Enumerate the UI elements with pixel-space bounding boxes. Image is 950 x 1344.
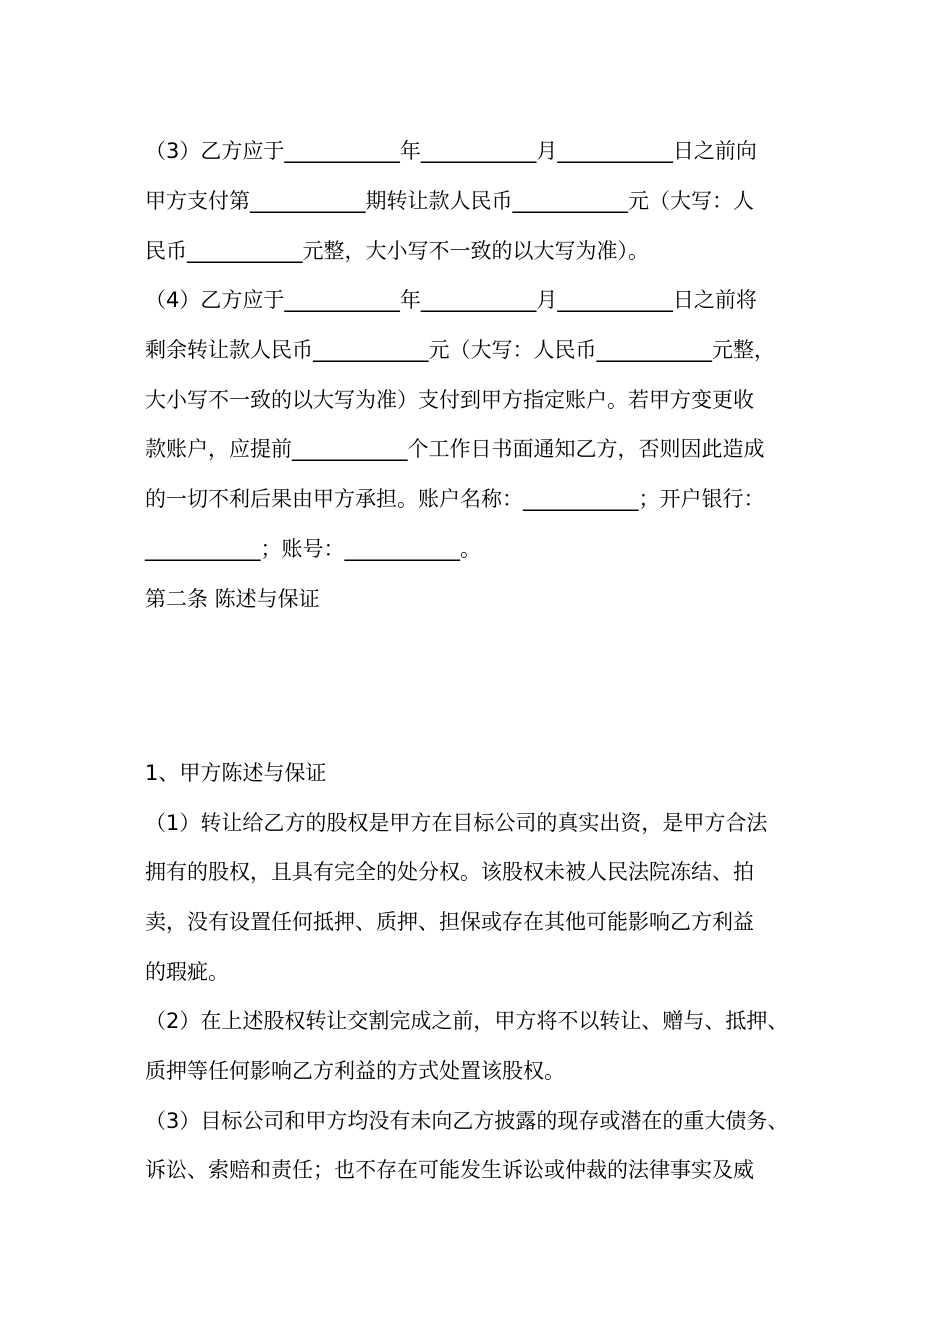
warranty-1-line-4: 的瑕疵。: [145, 960, 229, 984]
section-1-heading: 1、甲方陈述与保证: [145, 761, 327, 785]
payment-clause-4-line-2: 剩余转让款人民币___________元（大写：人民币___________元整，: [145, 338, 775, 362]
article-2-heading: 第二条 陈述与保证: [145, 587, 320, 611]
warranty-3-line-2: 诉讼、索赔和责任；也不存在可能发生诉讼或仲裁的法律事实及威: [145, 1158, 754, 1182]
payment-clause-4-line-6: ___________；账号：___________。: [145, 537, 481, 561]
warranty-3-line-1: （3）目标公司和甲方均没有未向乙方披露的现存或潜在的重大债务、: [145, 1109, 789, 1133]
warranty-1-line-3: 卖，没有设置任何抵押、质押、担保或存在其他可能影响乙方利益: [145, 910, 754, 934]
payment-clause-4-line-4: 款账户，应提前___________个工作日书面通知乙方，否则因此造成: [145, 437, 765, 461]
warranty-1-line-2: 拥有的股权，且具有完全的处分权。该股权未被人民法院冻结、拍: [145, 860, 754, 884]
payment-clause-3-line-3: 民币___________元整，大小写不一致的以大写为准）。: [145, 239, 649, 263]
payment-clause-3-line-1: （3）乙方应于___________年___________月___________日之前向: [145, 139, 757, 163]
payment-clause-4-line-1: （4）乙方应于___________年___________月___________日之前将: [145, 288, 757, 312]
payment-clause-4-line-3: 大小写不一致的以大写为准）支付到甲方指定账户。若甲方变更收: [145, 388, 754, 412]
warranty-1-line-1: （1）转让给乙方的股权是甲方在目标公司的真实出资，是甲方合法: [145, 811, 768, 835]
warranty-2-line-1: （2）在上述股权转让交割完成之前，甲方将不以转让、赠与、抵押、: [145, 1009, 789, 1033]
warranty-2-line-2: 质押等任何影响乙方利益的方式处置该股权。: [145, 1059, 565, 1083]
payment-clause-4-line-5: 的一切不利后果由甲方承担。账户名称：___________；开户银行：: [145, 487, 765, 511]
payment-clause-3-line-2: 甲方支付第___________期转让款人民币___________元（大写：人: [145, 189, 754, 213]
